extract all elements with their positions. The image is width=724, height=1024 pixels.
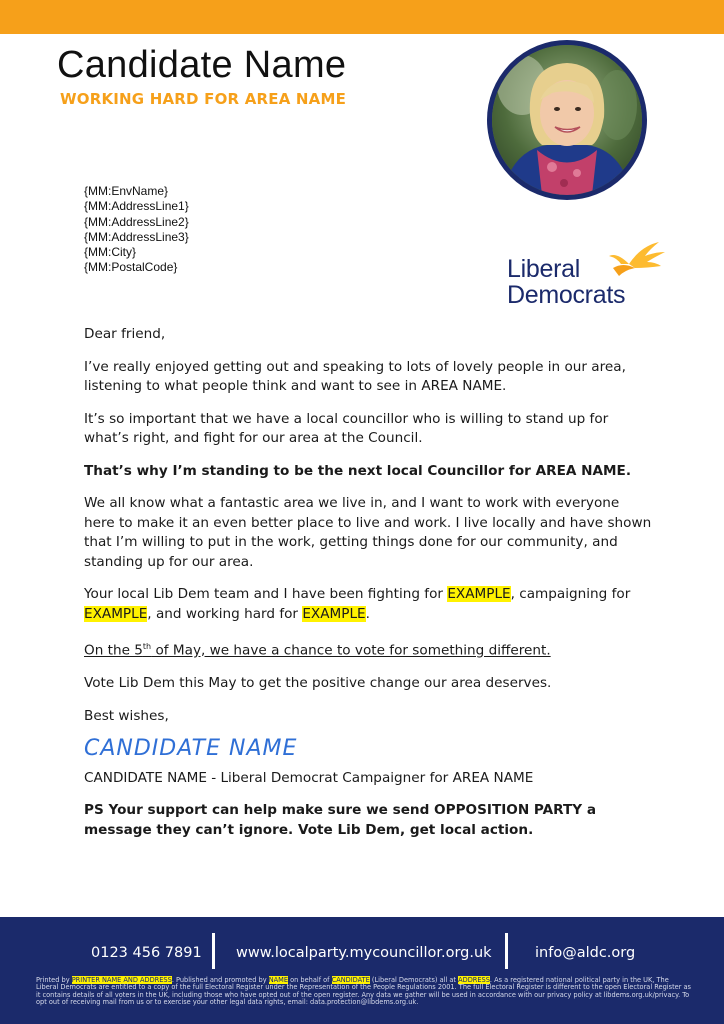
signature-line: CANDIDATE NAME - Liberal Democrat Campaigner for AREA NAME — [84, 769, 534, 786]
bold-statement: That’s why I’m standing to be the next local Councillor for AREA NAME. — [84, 462, 632, 479]
greeting: Dear friend, — [84, 326, 166, 342]
top-accent-bar — [0, 0, 724, 34]
address-line: {MM:AddressLine1} — [84, 199, 189, 214]
example-placeholder: EXAMPLE — [447, 586, 511, 602]
election-date-line — [84, 637, 654, 661]
text-span: , and working hard for — [147, 605, 303, 622]
paragraph: Vote Lib Dem this May to get the positive change our area deserves. — [84, 675, 552, 692]
footer-website-link[interactable]: www.localparty.mycouncillor.org.uk — [236, 945, 492, 961]
imprint-placeholder: ADDRESS — [458, 976, 490, 984]
footer-divider — [505, 933, 508, 969]
bird-icon — [589, 240, 667, 280]
letter-body — [84, 325, 654, 853]
text-span: on behalf of — [288, 976, 332, 984]
example-placeholder: EXAMPLE — [302, 605, 366, 622]
address-block — [84, 184, 189, 276]
logo-text-democrats: Democrats — [507, 281, 626, 309]
postscript: PS Your support can help make sure we send OPPOSITION PARTY a message they can’t ignore. Vote Lib Dem, get local action. — [84, 802, 597, 838]
text-span: , campaigning for — [510, 586, 631, 602]
paragraph: We all know what a fantastic area we live in, and I want to work with everyone here to make it an even better place to live and work. I live locally and have shown that I’m willing to put in the work, getting things done for our community, and standing up for our area. — [84, 495, 652, 570]
candidate-photo — [487, 40, 647, 200]
imprint-small-print — [36, 977, 692, 1007]
imprint-placeholder: CANDIDATE — [331, 976, 370, 984]
address-line: {MM:AddressLine2} — [84, 214, 189, 229]
text-span: of May, we have a chance to vote for something different. — [151, 642, 551, 659]
text-span: (Liberal Democrats) all at — [369, 976, 459, 984]
logo-text-liberal: Liberal — [507, 255, 580, 283]
candidate-name-heading: Candidate Name — [57, 44, 347, 86]
superscript: th — [142, 642, 152, 651]
text-span: Printed by — [36, 976, 72, 984]
footer-phone[interactable]: 0123 456 7891 — [91, 945, 202, 961]
paragraph: I’ve really enjoyed getting out and speaking to lots of lovely people in our area, listening to what people think and want to see in AREA NAME. — [84, 358, 626, 394]
imprint-placeholder: PRINTER NAME AND ADDRESS — [71, 976, 172, 984]
footer — [0, 917, 724, 1024]
address-line: {MM:City} — [84, 245, 137, 260]
closing: Best wishes, — [84, 707, 169, 724]
imprint-placeholder: NAME — [268, 976, 289, 984]
footer-divider — [212, 933, 215, 969]
address-line: {MM:AddressLine3} — [84, 229, 189, 244]
footer-email-link[interactable]: info@aldc.org — [535, 945, 636, 961]
tagline: WORKING HARD FOR AREA NAME — [60, 90, 347, 108]
signature: CANDIDATE NAME — [84, 736, 298, 762]
text-span: . Published and promoted by — [171, 976, 269, 984]
example-placeholder: EXAMPLE — [84, 605, 148, 622]
text-span: . — [365, 605, 370, 622]
paragraph-examples — [84, 585, 654, 624]
liberal-democrats-logo — [507, 240, 667, 310]
paragraph: It’s so important that we have a local councillor who is willing to stand up for what’s right, and fight for our area at the Council. — [84, 410, 609, 446]
address-line: {MM:EnvName} — [84, 184, 169, 198]
text-span: . As a registered national political party in the UK, The Liberal Democrats are entitled to a copy of the full Electoral Register under the Representation of the People Regulations 2001. The full Electoral Register is different to the open Electoral Register as it contains details of all voters in the UK, including those who have opted out of the open register. Any data we gather will be used in accordance with our privacy policy at libdems.org.uk/privacy. To opt out of receiving mail from us or to exercise your other legal data rights, email: data.protection@libdems.org.uk. — [36, 976, 691, 1007]
text-span: Your local Lib Dem team and I have been fighting for — [84, 586, 448, 602]
address-line: {MM:PostalCode} — [84, 260, 178, 275]
text-span: On the 5 — [84, 642, 143, 659]
